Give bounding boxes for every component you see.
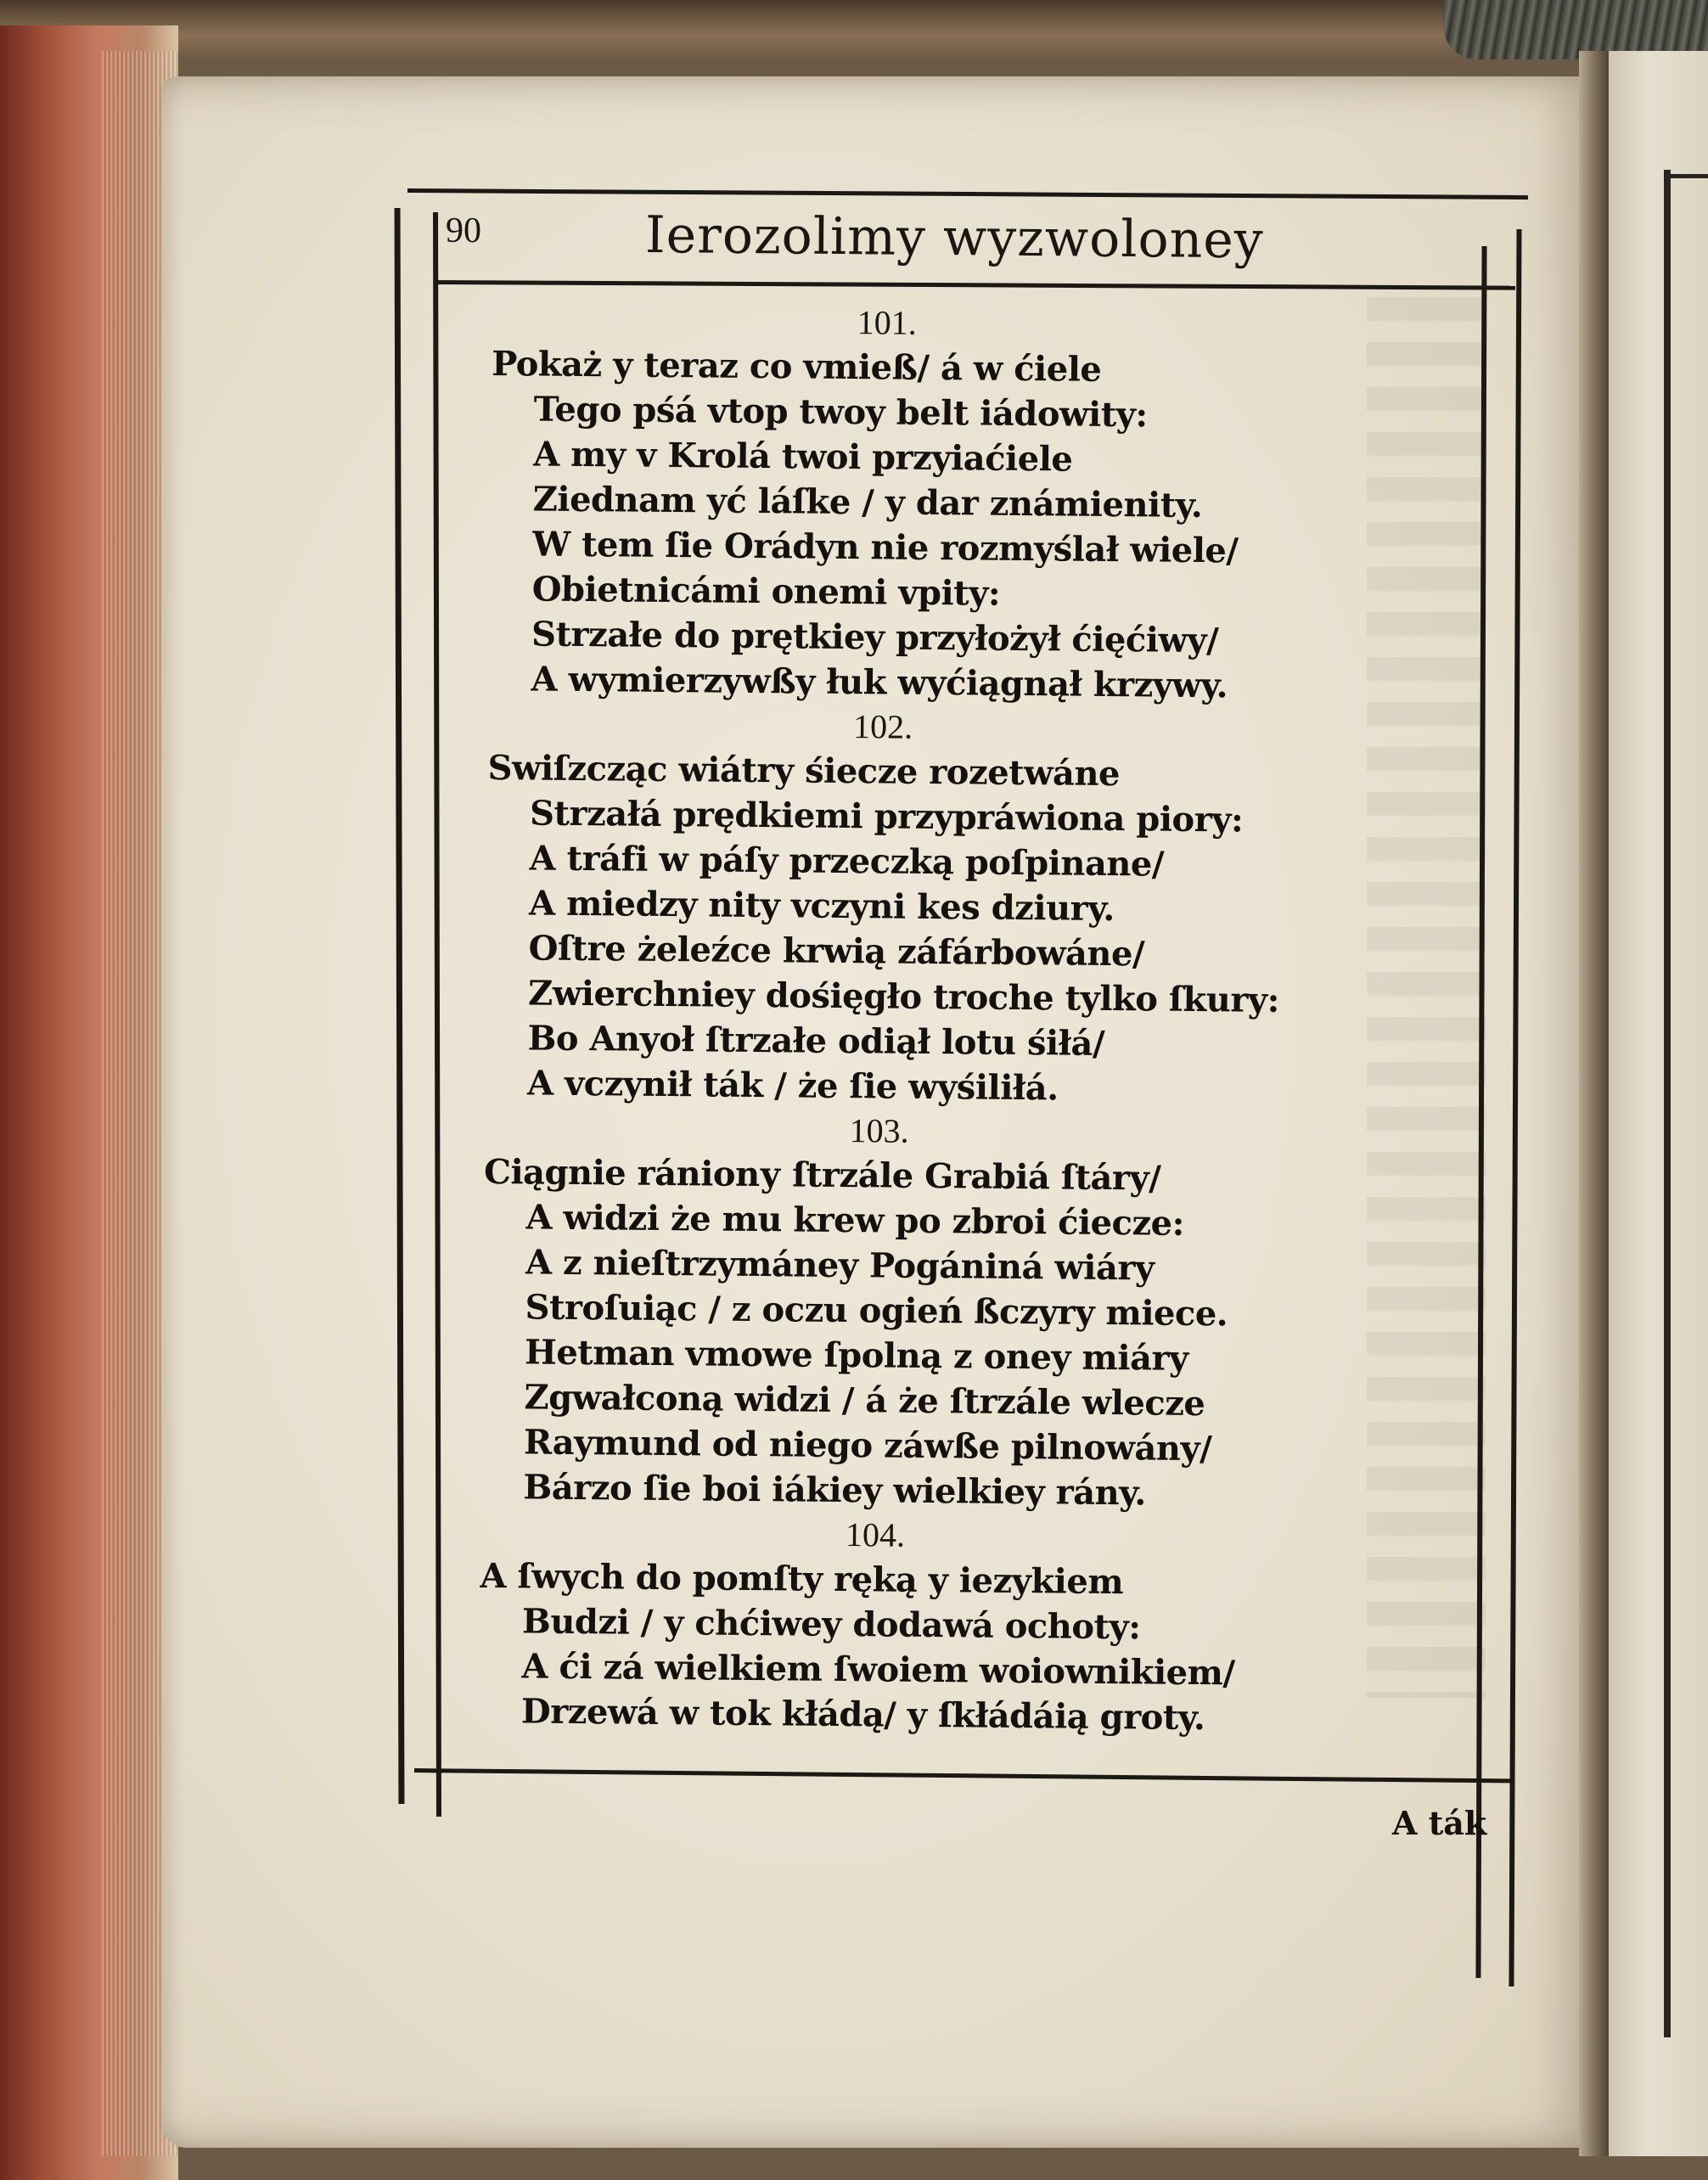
verse-line: Drzewá w tok kłádą/ y ſkłádáią groty. <box>520 1691 1205 1739</box>
verse-line: Ciągnie ránionу ſtrzále Grabiá ſtáry/ <box>483 1151 1161 1199</box>
poem-text <box>479 297 1494 1743</box>
verse-line: Bárzo ſie boi iákiey wielkiey rány. <box>523 1467 1147 1514</box>
verse-line: Ziednam yć láſke / y dar známienity. <box>532 479 1203 526</box>
catchword: A ták <box>1392 1804 1487 1842</box>
page-title: Ierozolimy wyzwoloney <box>644 205 1264 271</box>
stanza-number: 101. <box>857 303 917 342</box>
stanza-number: 103. <box>849 1111 909 1150</box>
running-head <box>446 205 1473 278</box>
verse-line: Raymund od niego záwße pilnowány/ <box>523 1422 1212 1469</box>
verse-line: W tem ſie Orádyn nie rozmyślał wiele/ <box>531 524 1239 571</box>
book-gutter <box>1579 51 1613 2156</box>
verse-line: A widzi że mu krew po zbroi ćiecze: <box>525 1197 1185 1244</box>
page-number: 90 <box>446 211 481 250</box>
verse-line: Obietnicámi onemi vpity: <box>531 569 1001 614</box>
verse-line: A ći zá wielkiem ſwoiem woiownikiem/ <box>521 1646 1235 1694</box>
verse-line: Pokaż y teraz co vmieß/ á w ćiele <box>492 343 1102 390</box>
facing-page-top-rule <box>1668 174 1708 178</box>
verse-line: A tráfi w páſy przeczką poſpinane/ <box>529 838 1165 885</box>
stanza <box>488 297 1494 711</box>
verse-line: Oſtre żeleźce krwią záfárbowáne/ <box>528 928 1145 975</box>
facing-page <box>1609 51 1708 2156</box>
stanza <box>479 1509 1482 1743</box>
stanza-number: 104. <box>845 1515 906 1554</box>
verse-line: Budzi / y chćiwey dodawá ochoty: <box>521 1601 1141 1648</box>
verse-line: Swiſzcząc wiátry śiecze rozetwáne <box>487 747 1121 795</box>
verse-line: A miedzy nity vczyni kes dziury. <box>528 883 1115 930</box>
facing-page-rule <box>1664 170 1671 2037</box>
verse-line: Hetman vmowe ſpolną z oney miáry <box>524 1332 1189 1379</box>
verse-line: A my v Krolá twoi przyiaćiele <box>533 434 1073 480</box>
verse-line: Zwierchniey dośięgło troche tylko ſkury: <box>527 973 1280 1020</box>
verse-line: Strzałá prędkiemi przypráwiona piory: <box>529 793 1244 840</box>
verse-line: Zgwałconą widzi / á że ſtrzále wlecze <box>524 1377 1205 1424</box>
verse-line: A ſwych do pomſty ręką y iezykiem <box>480 1555 1124 1603</box>
stanza <box>480 1105 1486 1519</box>
verse-line: Stroſuiąc / z oczu ogień ßczyry miece. <box>525 1287 1228 1334</box>
verse-line: Bo Anyoł ſtrzałe odiął lotu śiłá/ <box>527 1018 1105 1064</box>
verse-line: Tego pśá vtop twoy belt iádowity: <box>533 389 1148 435</box>
stanza-number: 102. <box>852 707 913 746</box>
verse-line: A vczynił ták / że ſie wyśiliłá. <box>526 1063 1059 1109</box>
verse-line: A wymierzywßy łuk wyćiągnął krzywy. <box>531 659 1228 706</box>
stanza <box>485 701 1491 1115</box>
verse-line: A z nieſtrzymáney Pogániná wiáry <box>525 1242 1155 1289</box>
verse-line: Strzałe do prętkiey przyłożył ćięćiwy/ <box>531 614 1219 661</box>
